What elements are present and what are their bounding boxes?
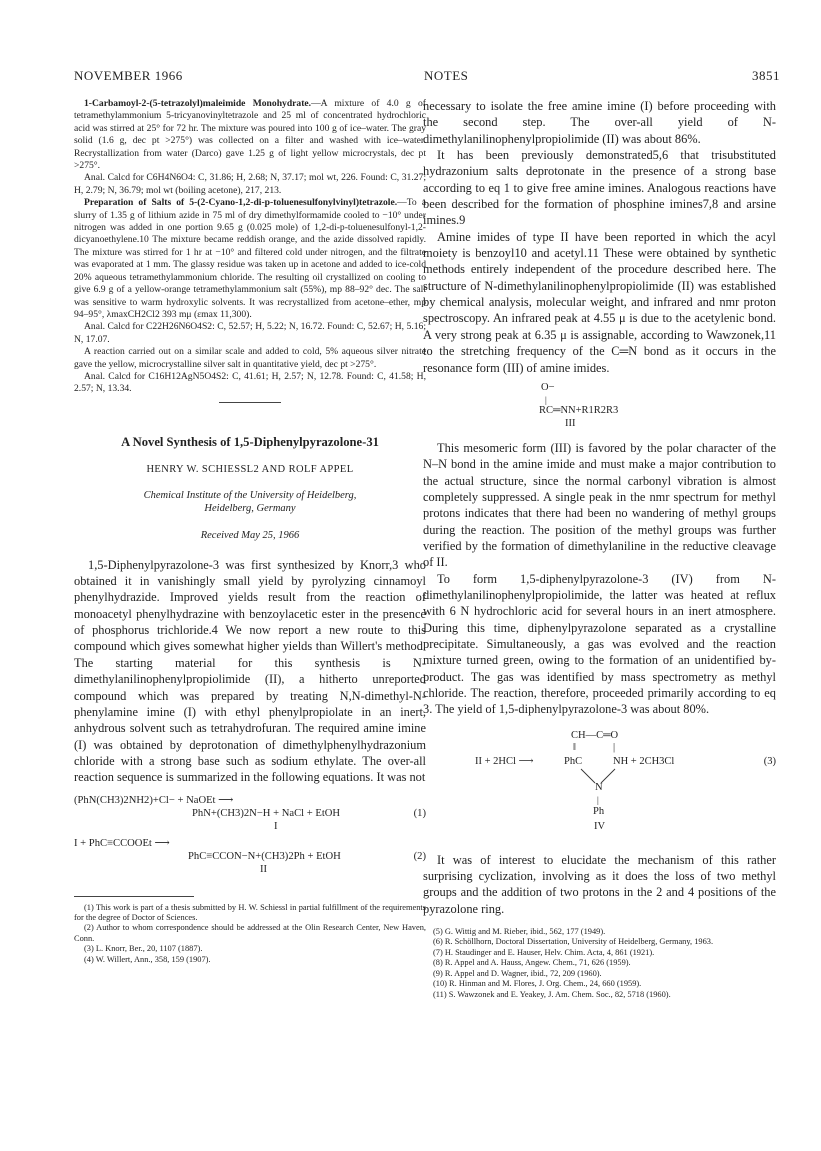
running-header-left: NOVEMBER 1966 [74, 68, 183, 83]
equation-2 [74, 837, 426, 876]
equation-line: PhC≡CCON−N+(CH3)2Ph + EtOH [188, 850, 341, 862]
equation-line: PhN+(CH3)2N−H + NaCl + EtOH [192, 807, 341, 819]
footnotes [423, 927, 776, 1000]
footnote: (5) G. Wittig and M. Rieber, ibid., 562, 177 (1949). [433, 927, 606, 937]
body-paragraph: It has been previously demonstrated5,6 that trisubstituted hydrazonium salts deprotonate in the presence of a strong base according to eq 1 to give free amine imines. Analogous reactions have been described for the formation of phosphine imines7,8 and arsine imines.9 [423, 148, 776, 228]
footnote: (6) R. Schöllhorn, Doctoral Dissertation, University of Heidelberg, Germany, 1963. [433, 937, 714, 947]
right-column [423, 98, 776, 1000]
footnote: (11) S. Wawzonek and E. Yeakey, J. Am. Chem. Soc., 82, 5718 (1960). [433, 989, 671, 999]
compound-label: I [274, 820, 278, 832]
structure-atom: PhC [564, 755, 583, 767]
article-authors: HENRY W. SCHIESSL2 AND ROLF APPEL [146, 463, 354, 475]
footnote-divider [74, 896, 194, 897]
left-column [74, 98, 426, 965]
body-paragraph: It was of interest to elucidate the mechanism of this rather surprising cyclization, involving as it does the loss of two methyl groups and the addition of two protons in the 2 and 4 positions of the pyrazolone ring. [423, 852, 776, 916]
footnotes [74, 903, 426, 965]
page-number: 3851 [752, 68, 780, 83]
experimental-body: —To a slurry of 1.35 g of lithium azide in 75 ml of dry dimethylformamide cooled to −10° under nitrogen was added in one portion 9.65 g (0.025 mole) of 1,2-di-p-toluenesulfonyl-1,2-dicyanoethylene.10 The mixture became reddish orange, and the azide dissolved rapidly. The mixture was stirred for 1 hr at −10° and filtered cold under nitrogen, and the filtrate was evaporated at 1 mm. The glassy residue was taken up in acetone and added to ice-cold 20% aqueous tetramethylammonium chloride. The resulting oil crystallized on cooling to give 6.9 g of a yellow-orange tetramethylammonium salt (55%), mp 88–92° dec. The salt was sensitive to warm hydroxylic solvents. It was recrystallized from acetone–ether, mp 94–95°, λmaxCH2Cl2 393 mμ (εmax 11,300). [74, 197, 426, 320]
affiliation-line: Heidelberg, Germany [204, 503, 296, 515]
experimental-paragraph [74, 197, 426, 321]
intro-paragraph: 1,5-Diphenylpyrazolone-3 was first synthesized by Knorr,3 who obtained it in vanishingly small yield by pyrolyzing cinnamoyl phenylhydrazide. Improved yields result from the reaction of monoacetyl phenylhydrazine with benzoylacetic ester in the presence of phosphorus trichloride.4 We now report a new route to this compound which gives somewhat higher yields than Willert's method. The starting material for this synthesis is N-dimethylanilinophenylpropiolimide (II), a hitherto unreported compound which was prepared by treating N,N-dimethyl-N-phenylamine imine (I) with ethyl phenylpropiolate in an inert, anhydrous solvent such as tetrahydrofuran. The required amine imine (I) was obtained by deprotonation of dimethylphenylhydrazonium chloride with a strong base such as sodium ethylate. The over-all reaction sequence is summarized in the following equations. It was not [74, 557, 426, 785]
equation-number: (1) [413, 807, 426, 819]
experimental-heading: 1-Carbamoyl-2-(5-tetrazolyl)maleimide Monohydrate. [84, 98, 312, 109]
experimental-paragraph [74, 98, 426, 172]
structure-bond: | [597, 794, 599, 805]
equation-line: (PhN(CH3)2NH2)+Cl− + NaOEt ⟶ [74, 794, 234, 806]
body-paragraph: To form 1,5-diphenylpyrazolone-3 (IV) from N-dimethylanilinophenylpropiolimide, the latter was heated at reflux with 6 N hydrochloric acid for several hours in an inert atmosphere. During this time, diphenylpyrazolone separated as a crystalline precipitate. Simultaneously, a gas was evolved and the reaction mixture turned green, owing to the formation of an unidentified by-product. The gas was identified by mass spectrometry as methyl chloride. The reaction, therefore, proceeded primarily according to eq 3. The yield of 1,5-diphenylpyrazolone-3 was about 80%. [423, 571, 776, 717]
structure-bond: | [613, 741, 616, 753]
footnote: (10) R. Hinman and M. Flores, J. Org. Chem., 24, 660 (1959). [433, 979, 642, 989]
body-paragraph: Amine imides of type II have been reported in which the acyl moiety is benzoyl10 and acetyl.11 These were obtained by synthetic methods entirely independent of the procedure described here. The structure of N-dimethylanilinophenylpropiolimide (II) was established by chemical analysis, molecular weight, and infrared and nmr proton spectroscopy. An infrared peak at 4.55 μ is due to the acetylenic bond. A very strong peak at 6.35 μ is assignable, according to Wawzonek,11 to the stretching frequency of the C═N bond as it occurs in the resonance form (III) of amine imides. [423, 229, 776, 375]
received-date: Received May 25, 1966 [200, 529, 300, 541]
footnote: (1) This work is part of a thesis submitted by H. W. Schiessl in partial fulfillment of the requirements for the degree of Doctor of Sciences. [74, 902, 426, 922]
resonance-structure-III [423, 382, 776, 432]
equation-line: II + 2HCl ⟶ [475, 755, 534, 767]
footnote: (2) Author to whom correspondence should be addressed at the Olin Research Center, New Haven, Conn. [74, 923, 426, 943]
equation-line: I + PhC≡CCOOEt ⟶ [74, 837, 170, 849]
experimental-paragraph: A reaction carried out on a similar scale and added to cold, 5% aqueous silver nitrate gave the yellow, microcrystalline silver salt in quantitative yield, dec pt >275°. [74, 346, 426, 370]
structure-atom: NH + 2CH3Cl [613, 755, 675, 767]
footnote: (4) W. Willert, Ann., 358, 159 (1907). [84, 954, 211, 964]
footnote: (8) R. Appel and A. Hauss, Angew. Chem., 71, 626 (1959). [433, 958, 631, 968]
structure-formula: RC═NN+R1R2R3 [539, 404, 619, 416]
equation-1 [74, 794, 426, 833]
compound-label: IV [594, 820, 606, 832]
structure-atom: N [595, 781, 603, 793]
footnote: (7) H. Staudinger and E. Hauser, Helv. Chim. Acta, 4, 861 (1921). [433, 947, 655, 957]
section-divider [219, 402, 281, 403]
structure-bond: | [545, 394, 547, 405]
equation-number: (3) [763, 755, 776, 767]
equation-number: (2) [413, 850, 426, 862]
analysis-paragraph: Anal. Calcd for C6H4N6O4: C, 31.86; H, 2.68; N, 37.17; mol wt, 226. Found: C, 31.27; H, 2.79; N, 36.79; mol wt (boiling acetone), 217, 213. [74, 172, 426, 196]
equation-3 [423, 726, 776, 842]
structure-atom: O− [541, 381, 555, 393]
affiliation [74, 489, 426, 516]
affiliation-line: Chemical Institute of the University of Heidelberg, [143, 489, 357, 501]
running-header-center: NOTES [424, 68, 469, 83]
footnote: (3) L. Knorr, Ber., 20, 1107 (1887). [84, 944, 203, 954]
article-title: A Novel Synthesis of 1,5-Diphenylpyrazolone-31 [121, 434, 379, 449]
structure-atom: Ph [593, 805, 605, 817]
body-paragraph: necessary to isolate the free amine imine (I) before proceeding with the second step. The over-all yield of N-dimethylanilinophenylpropiolimide (II) was about 86%. [423, 99, 776, 146]
compound-label: II [260, 863, 268, 875]
body-paragraph: This mesomeric form (III) is favored by the polar character of the N–N bond in the amine imide and must make a major contribution to the actual structure, since the normal carbonyl vibration is almost completely suppressed. A single peak in the nmr spectrum for methyl protons indicates that there had been no wandering of methyl groups during the reaction. The position of the methyl groups was further verified by the formation of dimethylaniline in the reductive cleavage of II. [423, 440, 776, 570]
experimental-body: —A mixture of 4.0 g of tetramethylammonium 5-tricyanovinyltetrazole and 25 ml of concentrated hydrochloric acid was stirred at 25° for 72 hr. The mixture was poured into 100 g of ice–water. The gray solid (1.6 g, dec pt >275°) was collected on a filter and washed with ice–water. Recrystallization from water (Darco) gave 1.25 g of light yellow microcrystals, dec pt >275°. [74, 98, 426, 172]
analysis-paragraph: Anal. Calcd for C16H12AgN5O4S2: C, 41.61; H, 2.57; N, 12.78. Found: C, 41.58; H, 2.57; N, 13.34. [74, 370, 426, 395]
analysis-paragraph: Anal. Calcd for C22H26N6O4S2: C, 52.57; H, 5.22; N, 16.72. Found: C, 52.67; H, 5.16; N, 17.07. [74, 321, 426, 345]
structure-atom: CH—C═O [571, 729, 619, 741]
experimental-heading: Preparation of Salts of 5-(2-Cyano-1,2-di-p-toluenesulfonylvinyl)tetrazole. [84, 197, 398, 209]
footnote: (9) R. Appel and D. Wagner, ibid., 72, 209 (1960). [433, 968, 602, 978]
structure-bond: ‖ [573, 741, 576, 753]
compound-label: III [565, 417, 576, 429]
